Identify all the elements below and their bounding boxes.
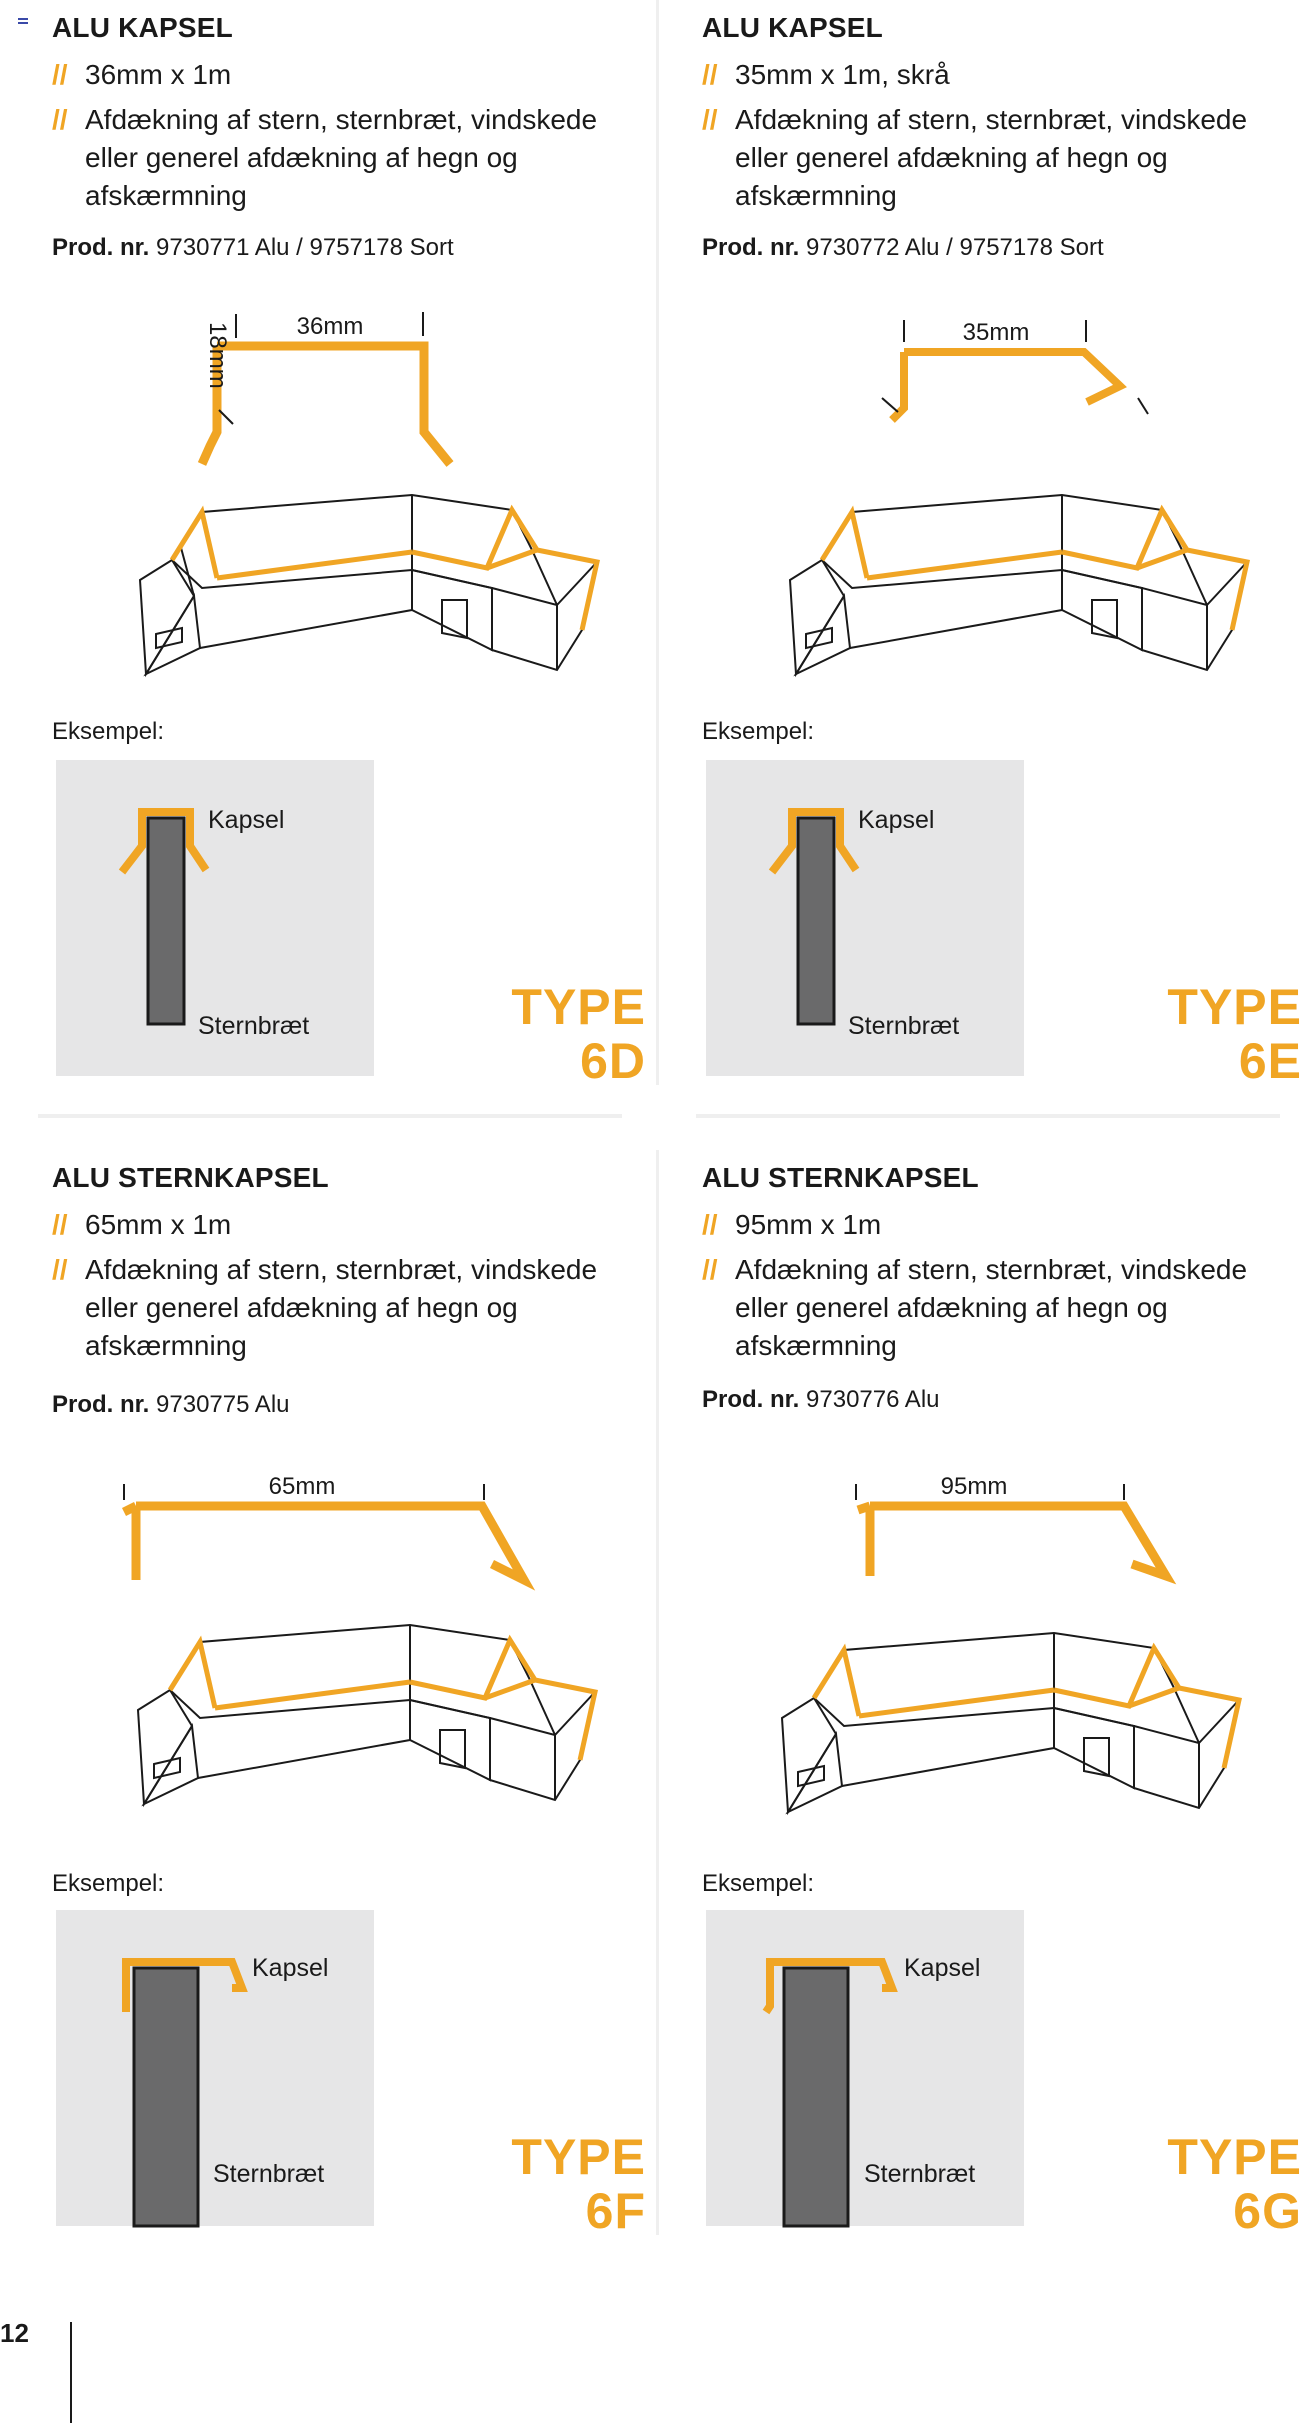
example-box [56, 760, 374, 1076]
sternbraet-label: Sternbræt [864, 2160, 976, 2188]
sternbraet-label: Sternbræt [198, 1012, 310, 1040]
product-title: ALU STERNKAPSEL [52, 1162, 329, 1193]
bullet-marker: // [52, 1254, 68, 1285]
profile-drawing [702, 290, 1262, 490]
bullet-size: // 95mm x 1m [702, 1206, 1262, 1244]
bullet-size: // 65mm x 1m [52, 1206, 612, 1244]
menu-icon[interactable] [18, 18, 28, 26]
bullet-usage: // Afdækning af stern, sternbræt, vindskede eller generel afdækning af hegn og afskærmning [52, 101, 612, 215]
bullet-marker: // [52, 104, 68, 135]
dimension-width: 95mm [940, 1473, 1008, 1500]
bullet-marker: // [702, 1209, 718, 1240]
column-divider [656, 1150, 659, 2235]
bullet-size: // 35mm x 1m, skrå [702, 56, 1262, 94]
product-title: ALU KAPSEL [702, 12, 883, 43]
kapsel-label: Kapsel [858, 806, 935, 834]
sternbraet-label: Sternbræt [848, 1012, 960, 1040]
example-label: Eksempel: [702, 1870, 815, 1897]
dimension-width: 65mm [268, 1473, 336, 1500]
example-label: Eksempel: [702, 718, 815, 745]
bullet-usage: // Afdækning af stern, sternbræt, vindskede eller generel afdækning af hegn og afskærmning [702, 101, 1262, 215]
row-divider [696, 1114, 1280, 1118]
example-box [56, 1910, 374, 2226]
bullet-marker: // [52, 59, 68, 90]
product-number: Prod. nr. 9730771 Alu / 9757178 Sort [52, 234, 454, 261]
product-panel-6g [702, 1150, 1302, 2250]
row-divider [38, 1114, 622, 1118]
bullet-marker: // [702, 1254, 718, 1285]
product-title: ALU STERNKAPSEL [702, 1162, 979, 1193]
bullet-usage: // Afdækning af stern, sternbræt, vindskede eller generel afdækning af hegn og afskærmning [52, 1251, 612, 1365]
house-illustration [754, 1628, 1254, 1828]
type-badge: TYPE 6G [1167, 2129, 1302, 2239]
kapsel-label: Kapsel [208, 806, 285, 834]
type-badge: TYPE 6E [1167, 979, 1302, 1089]
bullet-size: // 36mm x 1m [52, 56, 612, 94]
dimension-width: 35mm [962, 319, 1030, 346]
house-illustration [112, 490, 612, 690]
product-number: Prod. nr. 9730772 Alu / 9757178 Sort [702, 234, 1104, 261]
product-panel-6f [52, 1150, 652, 2250]
product-number: Prod. nr. 9730776 Alu [702, 1386, 940, 1413]
bullet-marker: // [52, 1209, 68, 1240]
sternbraet-label: Sternbræt [213, 2160, 325, 2188]
example-box [706, 760, 1024, 1076]
product-title: ALU KAPSEL [52, 12, 233, 43]
house-illustration [762, 490, 1262, 690]
product-panel-6e [702, 0, 1302, 1100]
product-panel-6d [52, 0, 652, 1100]
kapsel-label: Kapsel [252, 1954, 329, 1982]
example-box [706, 1910, 1024, 2226]
bullet-marker: // [702, 59, 718, 90]
dimension-width: 36mm [296, 313, 364, 340]
example-label: Eksempel: [52, 1870, 165, 1897]
type-badge: TYPE 6D [511, 979, 646, 1089]
profile-drawing [52, 290, 612, 490]
page-number: 12 [0, 2318, 29, 2348]
bullet-usage: // Afdækning af stern, sternbræt, vindskede eller generel afdækning af hegn og afskærmning [702, 1251, 1262, 1365]
type-badge: TYPE 6F [511, 2129, 646, 2239]
product-number: Prod. nr. 9730775 Alu [52, 1391, 290, 1418]
page-divider [70, 2322, 72, 2423]
example-label: Eksempel: [52, 718, 165, 745]
column-divider [656, 0, 659, 1085]
kapsel-label: Kapsel [904, 1954, 981, 1982]
bullet-marker: // [702, 104, 718, 135]
dimension-height: 18mm [204, 322, 231, 389]
house-illustration [110, 1620, 610, 1820]
